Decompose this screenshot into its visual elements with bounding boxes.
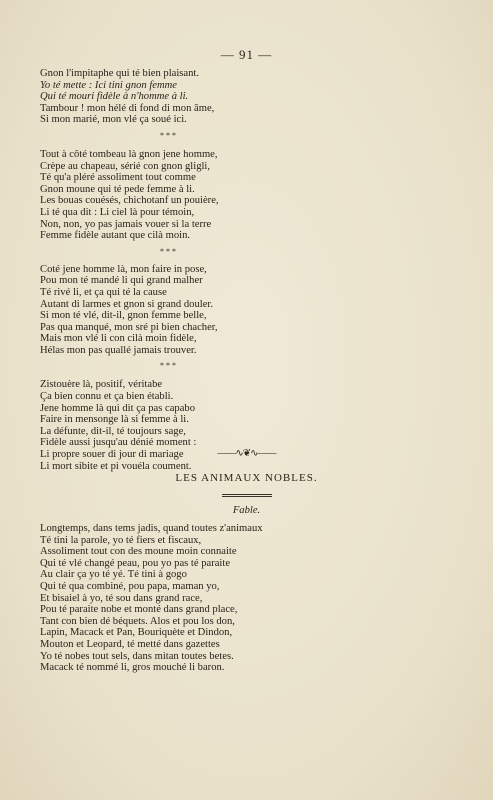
verse-line: Té qu'a pléré assoliment tout comme: [40, 172, 196, 184]
verse-line: Qui té mouri fidèle à n'homme à li.: [40, 91, 189, 103]
verse-line: La défunte, dit-il, té toujours sage,: [40, 425, 186, 437]
verse-line: Tant con bien dé béquets. Alos et pou los don,: [40, 615, 235, 627]
verse-line: Qui té qua combiné, pou papa, maman yo,: [40, 580, 220, 592]
verse-line: Li propre souer di jour di mariage: [40, 449, 184, 461]
verse-line: Qui té vlé changé peau, pou yo pas té paraite: [40, 557, 231, 569]
verse-line: Gnon moune qui té pede femme à li.: [40, 183, 195, 195]
verse-line: Longtemps, dans tems jadis, quand toutes z'animaux: [40, 523, 263, 534]
poem-body: [40, 68, 460, 472]
verse-line: Pou mon té mandé li qui grand malher: [40, 275, 203, 287]
verse-line: Macack té nommé li, gros mouché li baron.: [40, 662, 225, 674]
section-subtitle: Fable.: [232, 505, 261, 516]
verse-line: Jene homme là qui dit ça pas capabo: [40, 402, 196, 414]
verse-line: Mouton et Leopard, té metté dans gazettes: [40, 638, 220, 650]
verse-line: Hélas mon pas quallé jamais trouver.: [40, 344, 197, 356]
verse-line: Li té qua dit : Li ciel là pour témoin,: [40, 206, 195, 218]
stanza-1: [40, 68, 460, 126]
verse-line: Lapin, Macack et Pan, Bouriquète et Dindon,: [40, 627, 233, 639]
stanza-separator: * * *: [160, 361, 176, 371]
verse-line: Zistouère là, positif, véritabe: [40, 379, 163, 391]
verse-line: Yo té mette : Ici tini gnon femme: [40, 79, 178, 91]
verse-line: Faire in mensonge là si femme à li.: [40, 414, 189, 426]
stanza-2: [40, 149, 460, 242]
verse-line: Les bouas couésés, chichotanf un pouière,: [40, 195, 219, 207]
page-number: — 91 —: [220, 47, 273, 62]
stanza-separator: * * *: [160, 246, 176, 256]
verse-line: Yo té nobes tout sels, dans mitan toutes betes.: [40, 650, 234, 662]
verse-line: Tout à côté tombeau là gnon jene homme,: [40, 148, 218, 160]
stanza-3: [40, 264, 460, 357]
verse-line: Coté jene homme là, mon faire in pose,: [40, 263, 207, 275]
ornament-divider: ——∿❦∿——: [217, 448, 276, 459]
verse-line: Si mon té vlé, dit-il, gnon femme belle,: [40, 310, 207, 322]
fable-body: [40, 523, 460, 674]
title-rule: [222, 494, 272, 497]
verse-line: Non, non, yo pas jamais vouer si la terre: [40, 218, 212, 230]
verse-line: Au clair ça yo té yé. Té tini à gogo: [40, 569, 187, 581]
stanza-separator: * * *: [160, 130, 176, 140]
verse-line: Femme fidèle autant que cilà moin.: [40, 230, 191, 242]
verse-line: Li mort sibite et pi vouéla coument.: [40, 460, 192, 472]
verse-line: Té tini la parole, yo té fiers et fiscaux,: [40, 534, 202, 546]
verse-line: Et bisaiel à yo, té sou dans grand race,: [40, 592, 203, 604]
verse-line: Gnon l'impitaphe qui té bien plaisant.: [40, 68, 200, 79]
verse-line: Autant di larmes et gnon si grand douler.: [40, 298, 213, 310]
verse-line: Ça bien connu et ça bien établi.: [40, 391, 174, 403]
verse-line: Tambour ! mon hélé di fond di mon âme,: [40, 102, 215, 114]
verse-line: Si mon marié, mon vlé ça soué ici.: [40, 114, 187, 126]
verse-line: Mais mon vlé li con cilà moin fidèle,: [40, 333, 197, 345]
verse-line: Crèpe au chapeau, sérié con gnon gligli,: [40, 160, 211, 172]
verse-line: Pou té paraite nobe et monté dans grand place,: [40, 604, 238, 616]
section-title: LES ANIMAUX NOBLES.: [175, 472, 318, 484]
verse-line: Pas qua manqué, mon sré pi bien chacher,: [40, 321, 218, 333]
verse-line: Fidèle aussi jusqu'au dénié moment :: [40, 437, 197, 449]
verse-line: Assoliment tout con des moune moin connaite: [40, 546, 237, 558]
verse-line: Té rivé li, et ça qui té la cause: [40, 286, 167, 298]
